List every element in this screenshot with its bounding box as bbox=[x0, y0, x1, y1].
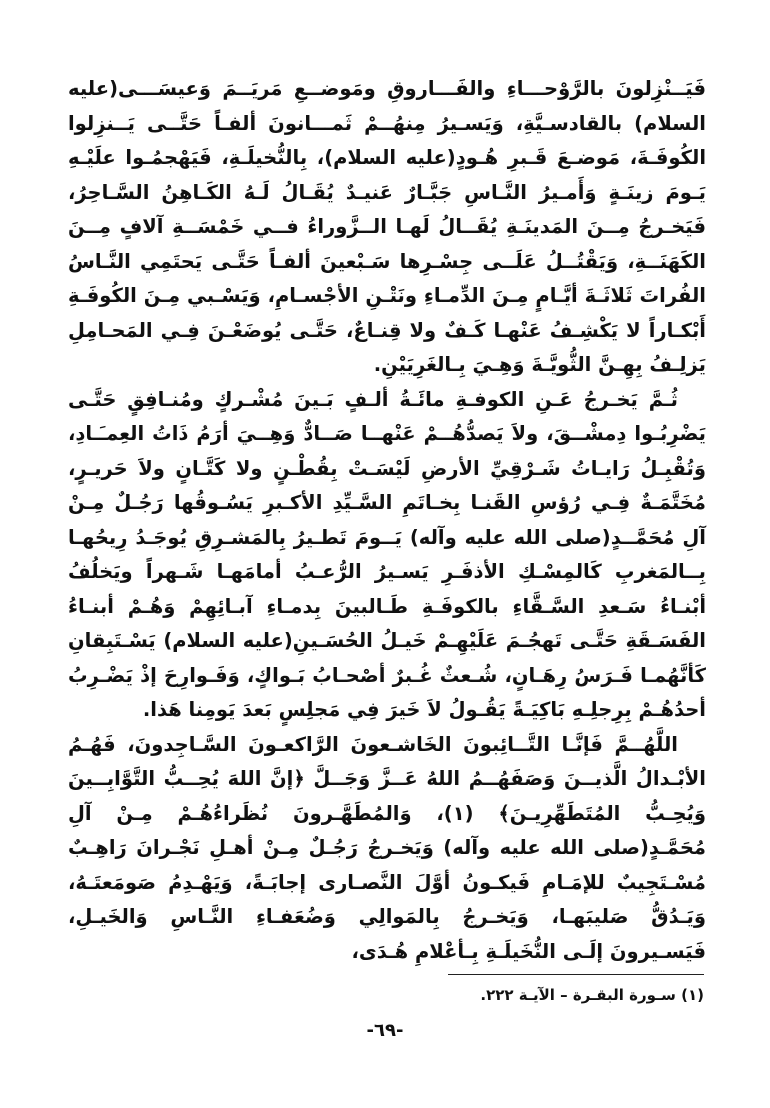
main-text-block bbox=[68, 72, 706, 969]
paragraph-1: فَيَــنْزِلونَ بالرَّوْحـــاءِ والفَـــاروقِ ومَوضــعِ مَريَــمَ وَعيسَـــى(عليه السلام) بالقادسـيَّةِ، وَيَسـيرُ مِنهُــمْ ثَمـــانونَ ألفـاً حَتَّــى يَــنزِلوا الكُوفَـةَ، مَوضـعَ قَـبرِ هُـودٍ(عليه السلام)، بِالنُّخيلَـةِ، فَيَهْجمُـوا علَيْـهِ يَـومَ زينَـةٍ وَأَمـيرُ النَّـاسِ جَبَّـارٌ عَنيـدٌ يُقَـالُ لَـهُ الكَـاهِنُ السَّـاحِرُ، فَيَخـرجُ مِــنَ المَدينَـةِ يُقَــالُ لَهـا الــزَّوراءُ فــي خَمْسَــةِ آلافٍ مِــنَ الكَهَنَــةِ، وَيَقْتُــلُ عَلَــى جِسْـرِها سَـبْعينَ ألفـاً حَتَّـى يَحتَمِي النَّـاسُ الفُراتَ ثَلاثَـةَ أيَّـامٍ مِـنَ الدِّمـاءِ ونَتْـنِ الأجْسـامِ، وَيَسْـبي مِـنَ الكُوفَـةِ أَبْكـاراً لا يَكْشِـفُ عَنْهـا كَـفٌ ولا قِنـاعٌ، حَتَّـى يُوضَعْـنَ فِـي المَحـامِلِ يَزلِـفُ بِهِـنَّ الثُّويَّـةَ وَهِـيَ بِـالغَرِيَيْنِ. bbox=[68, 77, 706, 376]
paragraph-2: ثُـمَّ يَخـرجُ عَـنِ الكوفـةِ مائَـةُ ألـفٍ بَـينَ مُشْـركٍ ومُنـافِقٍ حَتَّـى يَضْرِبُـوا دِمشْــقَ، ولاَ يَصدُّهُــمْ عَنْهــا صَــادٌّ وَهِــيَ أرَمُ ذَاتُ العِمـَـادِ، وَتُقْبِـلُ رَايـاتُ شَـرْقِيِّ الأرضِ لَيْسَـتْ بِقُطْـنٍ ولا كَتَّـانٍ ولاَ حَريـرٍ، مُخَتَّمَـةٌ فِـي رُؤسِ القَنـا بِخـاتَمِ السَّـيِّدِ الأكـبرِ يَسُـوقُها رَجُـلٌ مِـنْ آلِ مُحَمَّــدٍ(صلى الله عليه وآله) يَــومَ تَطـيرُ بِالمَشـرِقِ يُوجَـدُ رِيحُهـا بِــالمَغربِ كَالمِسْـكِ الأذفَـرِ يَسـيرُ الرُّعـبُ أمامَهـا شَـهراً ويَخلُفُ أبْنـاءُ سَـعدِ السَّـقَّاءِ بالكوفَـةِ طَـالبينَ بِدمـاءِ آبـائِهِمْ وَهُـمْ أبنـاءُ الفَسَـقَةِ حَتَّـى تَهجُـمَ عَلَيْهِـمْ خَيـلُ الحُسَـينِ(عليه السلام) يَسْـتَبِقانِ كَأنَّهُمـا فَـرَسُ رِهَـانٍ، شُـعثٌ غُـبرٌ أصْحـابُ بَـواكٍ، وَفَـوارِحَ إذْ يَضْـرِبُ أحدُهُـمْ بِرِجلِـهِ بَاكِيَـةً يَقُـولُ لاَ خَيرَ فِي مَجلِسٍ بَعدَ يَومِنا هَذا. bbox=[68, 387, 706, 721]
page-number: -٦٩- bbox=[366, 1020, 404, 1041]
footnote-divider bbox=[448, 974, 704, 975]
footnote: (١) سـورة البقـرة – الآيـة ٢٢٢. bbox=[480, 986, 704, 1004]
paragraph-3: اللَّهُــمَّ فَإنَّـا التَّــائِبونَ الخَاشـعونَ الرَّاكعـونَ السَّـاجِدونَ، فَهُـمُ الأبْـدالُ الَّذيــنَ وَصَفَهُــمُ اللهُ عَــزَّ وَجَــلَّ ﴿إنَّ اللهَ يُحِــبُّ التَّوَّابِــينَ وَيُحِـبُّ المُتَطَهِّرِيـنَ﴾ (١)، وَالمُطَهَّـرونَ نُظَراءُهُـمْ مِـنْ آلِ مُحَمَّـدٍ(صلى الله عليه وآله) وَيَخـرجُ رَجُـلٌ مِـنْ أهـلِ نَجْـرانَ رَاهِـبٌ مُسْـتَجِيبٌ للإمَـامِ فَيكـونُ أوَّلَ النَّصـارى إجابَـةً، وَيَهْـدِمُ صَومَعتَـهُ، وَيَـدُقُّ صَليبَهـا، وَيَخـرجُ بِالمَوالِي وَضُعَفـاءِ النَّـاسِ وَالخَيـلِ، فَيَسـيرونَ إلَـى النُّخَيلَـةِ بِـأعْلامِ هُـدَى، bbox=[68, 732, 706, 963]
